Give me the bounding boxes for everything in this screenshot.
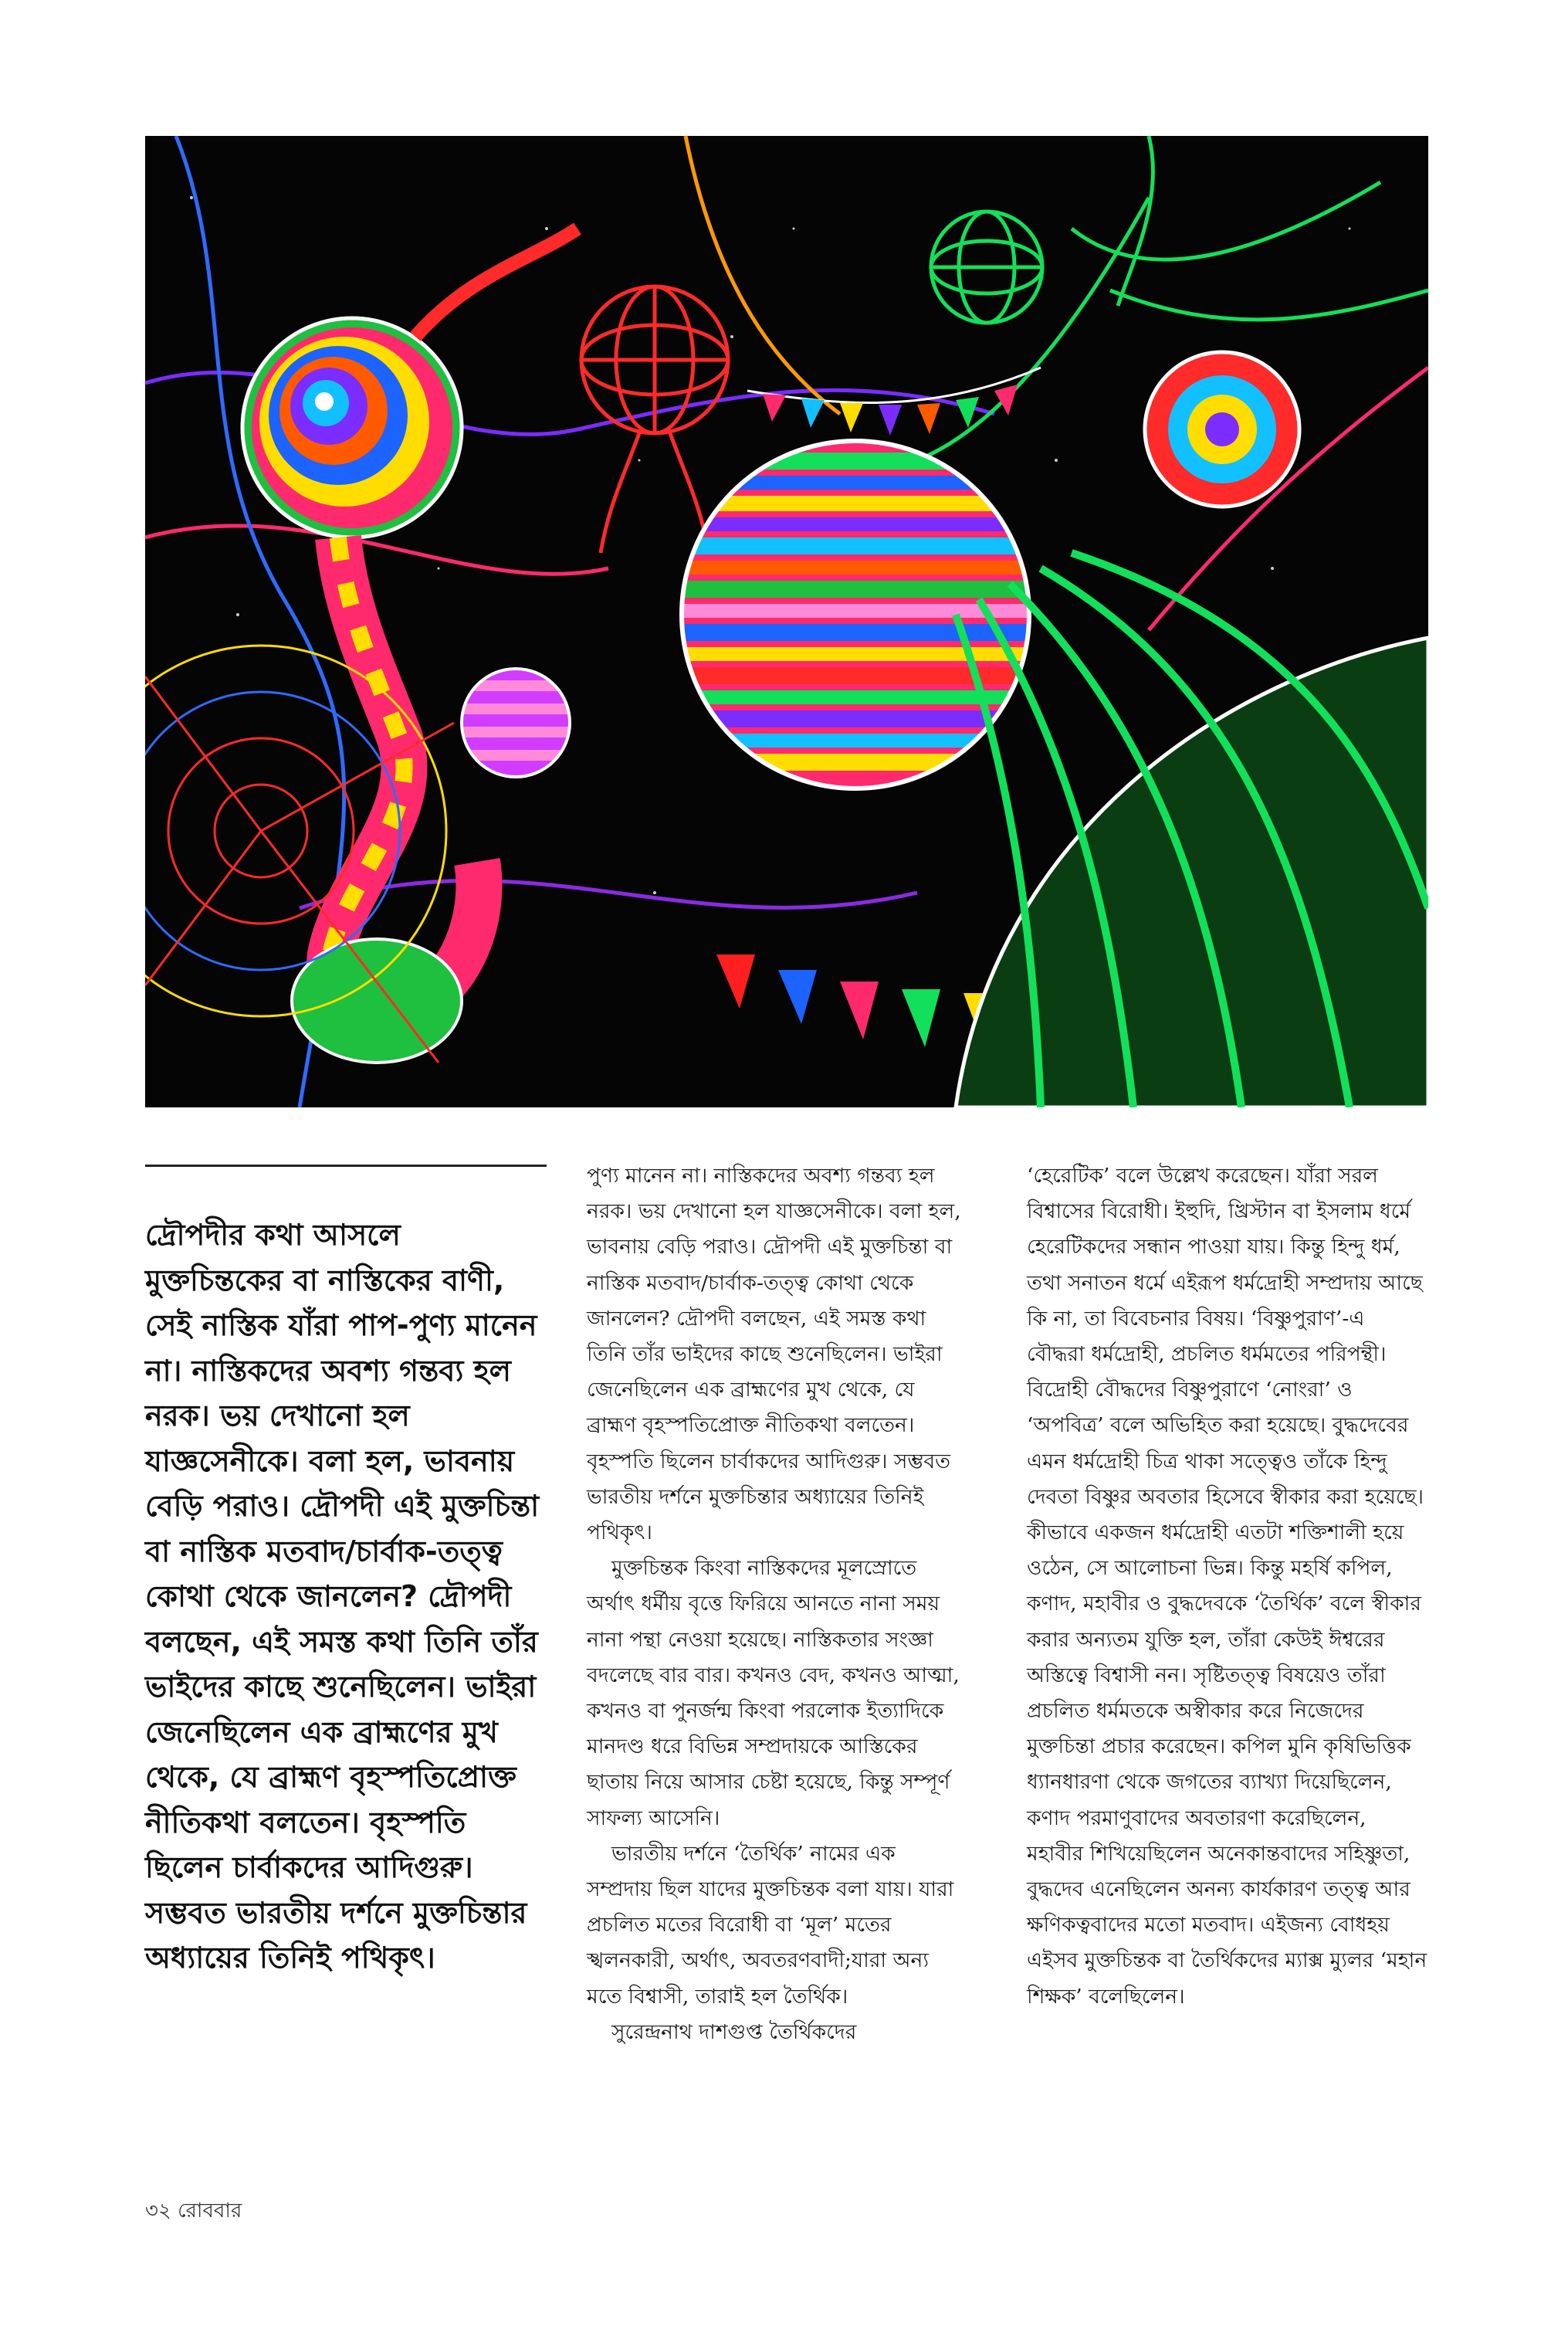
column2-paragraph-2: মুক্তচিন্তক কিংবা নাস্তিকদের মূলস্রোতে অর্থাৎ ধর্মীয় বৃত্তে ফিরিয়ে আনতে নানা সময় নানা পন্থা নেওয়া হয়েছে। নাস্তিকতার সংজ্ঞা বদলেছে বার বার। কখনও বেদ, কখনও আত্মা, কখনও বা পুনর্জন্ম কিংবা পরলোক ইত্যাদিকে মানদণ্ড ধরে বিভিন্ন সম্প্রদায়কে আস্তিকের ছাতায় নিয়ে আসার চেষ্টা হয়েছে, কিন্তু সম্পূর্ণ সাফল্য আসেনি। <box>587 1556 960 1830</box>
column2-paragraph-4: সুরেন্দ্রনাথ দাশগুপ্ত তৈর্থিকদের <box>611 2019 857 2044</box>
body-column-2 <box>587 1158 965 2050</box>
body-column-3 <box>1027 1158 1428 2015</box>
column2-paragraph-1: পুণ্য মানেন না। নাস্তিকদের অবশ্য গন্তব্য হল নরক। ভয় দেখানো হল যাজ্ঞসেনীকে। বলা হল, ভাবনায় বেড়ি পরাও। দ্রৌপদী এই মুক্তচিন্তা বা নাস্তিক মতবাদ/চার্বাক-তত্ত্ব কোথা থেকে জানলেন? দ্রৌপদী বলছেন, এই সমস্ত কথা তিনি তাঁর ভাইদের কাছে শুনেছিলেন। ভাইরা জেনেছিলেন এক ব্রাহ্মণের মুখ থেকে, যে ব্রাহ্মণ বৃহস্পতিপ্রোক্ত নীতিকথা বলতেন। বৃহস্পতি ছিলেন চার্বাকদের আদিগুরু। সম্ভবত ভারতীয় দর্শনে মুক্তচিন্তার অধ্যায়ের তিনিই পথিকৃৎ। <box>587 1164 961 1545</box>
column2-paragraph-3: ভারতীয় দর্শনে ‘তৈর্থিক’ নামের এক সম্প্রদায় ছিল যাদের মুক্তচিন্তক বলা যায়। যারা প্রচলিত মতের বিরোধী বা ‘মূল’ মতের স্খলনকারী, অর্থাৎ, অবতরণবাদী;যারা অন্য মতে বিশ্বাসী, তারাই হল তৈর্থিক। <box>587 1841 954 2009</box>
artwork-illustration <box>145 136 1428 1107</box>
pull-quote-rule <box>145 1165 547 1167</box>
cosmic-artwork <box>145 136 1428 1107</box>
column3-paragraph-1: ‘হেরেটিক’ বলে উল্লেখ করেছেন। যাঁরা সরল বিশ্বাসের বিরোধী। ইহুদি, খ্রিস্টান বা ইসলাম ধর্মে হেরেটিকদের সন্ধান পাওয়া যায়। কিন্তু হিন্দু ধর্ম, তথা সনাতন ধর্মে এইরূপ ধর্মদ্রোহী সম্প্রদায় আছে কি না, তা বিবেচনার বিষয়। ‘বিষ্ণুপুরাণ’-এ বৌদ্ধরা ধর্মদ্রোহী, প্রচলিত ধর্মমতের পরিপন্থী। বিদ্রোহী বৌদ্ধদের বিষ্ণুপুরাণে ‘নোংরা’ ও ‘অপবিত্র’ বলে অভিহিত করা হয়েছে। বুদ্ধদেবের এমন ধর্মদ্রোহী চিত্র থাকা সত্ত্বেও তাঁকে হিন্দু দেবতা বিষ্ণুর অবতার হিসেবে স্বীকার করা হয়েছে। কীভাবে একজন ধর্মদ্রোহী এতটা শক্তিশালী হয়ে ওঠেন, সে আলোচনা ভিন্ন। কিন্তু মহর্ষি কপিল, কণাদ, মহাবীর ও বুদ্ধদেবকে ‘তৈর্থিক’ বলে স্বীকার করার অন্যতম যুক্তি হল, তাঁরা কেউই ঈশ্বরের অস্তিত্বে বিশ্বাসী নন। সৃষ্টিতত্ত্ব বিষয়েও তাঁরা প্রচলিত ধর্মমতকে অস্বীকার করে নিজেদের মুক্তচিন্তা প্রচার করেছেন। কপিল মুনি কৃষিভিত্তিক ধ্যানধারণা থেকে জগতের ব্যাখ্যা দিয়েছিলেন, কণাদ পরমাণুবাদের অবতারণা করেছিলেন, মহাবীর শিখিয়েছিলেন অনেকান্তবাদের সহিষ্ণুতা, বুদ্ধদেব এনেছিলেন অনন্য কার্যকারণ তত্ত্ব আর ক্ষণিকত্ববাদের মতো মতবাদ। এইজন্য বোধহয় এইসব মুক্তচিন্তক বা তৈর্থিকদের ম্যাক্স ম্যুলর ‘মহান শিক্ষক’ বলেছিলেন। <box>1027 1164 1427 2009</box>
pull-quote-text: দ্রৌপদীর কথা আসলে মুক্তচিন্তকের বা নাস্তিকের বাণী, সেই নাস্তিক যাঁরা পাপ-পুণ্য মানেন না। নাস্তিকদের অবশ্য গন্তব্য হল নরক। ভয় দেখানো হল যাজ্ঞসেনীকে। বলা হল, ভাবনায় বেড়ি পরাও। দ্রৌপদী এই মুক্তচিন্তা বা নাস্তিক মতবাদ/চার্বাক-তত্ত্ব কোথা থেকে জানলেন? দ্রৌপদী বলছেন, এই সমস্ত কথা তিনি তাঁর ভাইদের কাছে শুনেছিলেন। ভাইরা জেনেছিলেন এক ব্রাহ্মণের মুখ থেকে, যে ব্রাহ্মণ বৃহস্পতিপ্রোক্ত নীতিকথা বলতেন। বৃহস্পতি ছিলেন চার্বাকদের আদিগুরু। সম্ভবত ভারতীয় দর্শনে মুক্তচিন্তার অধ্যায়ের তিনিই পথিকৃৎ। <box>145 1218 540 1975</box>
pull-quote <box>145 1212 547 1981</box>
page-footer: ৩২ রোববার <box>145 2199 242 2223</box>
